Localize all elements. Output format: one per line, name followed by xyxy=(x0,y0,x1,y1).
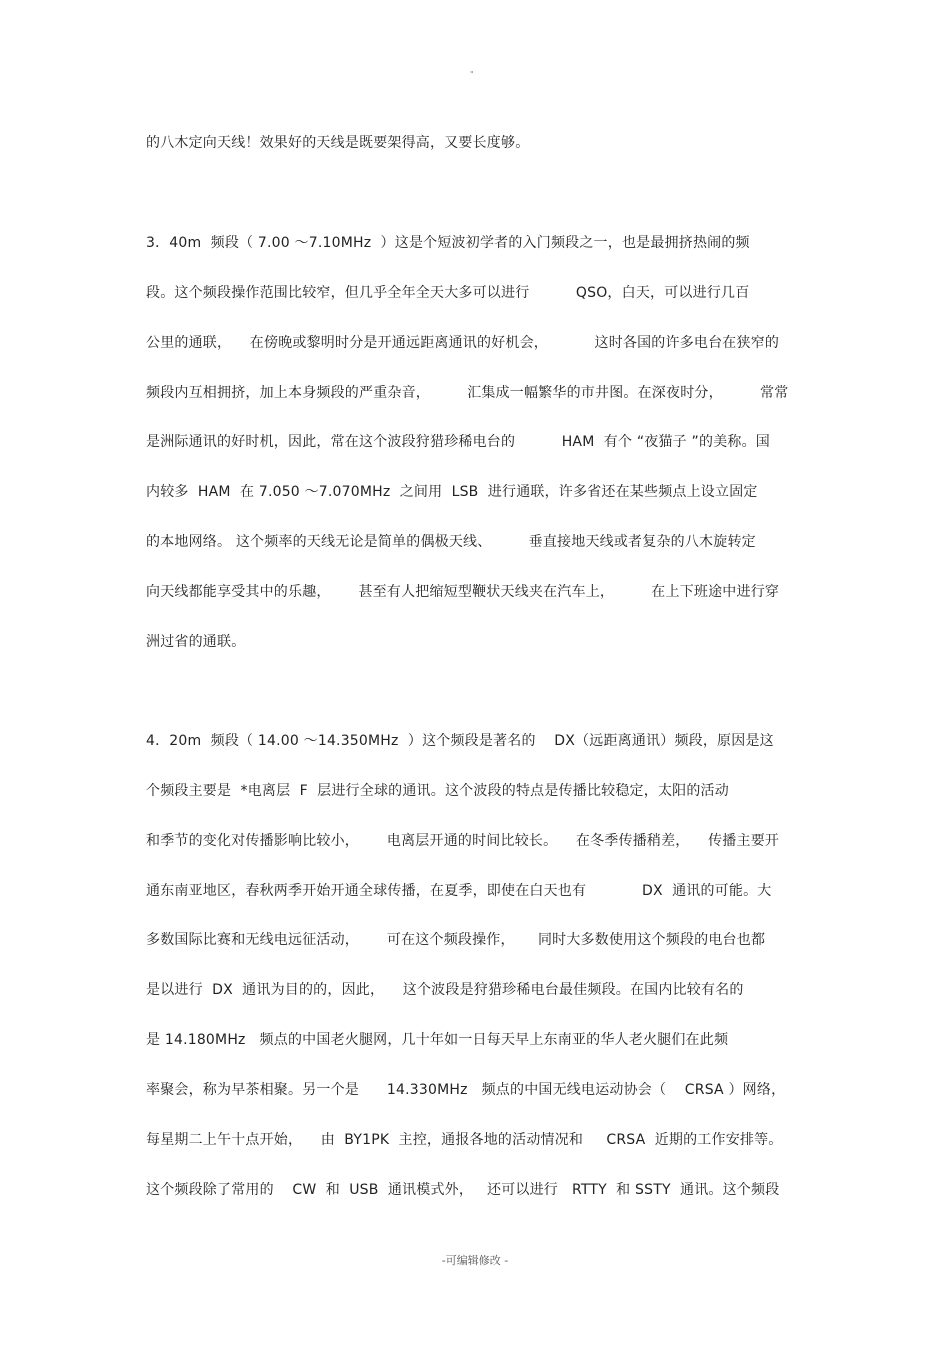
text-line: 频段内互相拥挤，加上本身频段的严重杂音， 汇集成一幅繁华的市井图。在深夜时分， 常常 xyxy=(146,385,789,401)
text-line: 和季节的变化对传播影响比较小， 电离层开通的时间比较长。 在冬季传播稍差， 传播主要开 xyxy=(146,833,780,849)
text-line: 率聚会，称为早茶相聚。另一个是 14.330MHz 频点的中国无线电运动协会（ CRSA ）网络， xyxy=(146,1082,786,1098)
text-line: 内较多 HAM 在 7.050 ～7.070MHz 之间用 LSB 进行通联，许多省还在某些频点上设立固定 xyxy=(146,484,758,500)
text-line: 是洲际通讯的好时机，因此，常在这个波段狩猎珍稀电台的 HAM 有个 “夜猫子 ”的美称。国 xyxy=(146,434,770,450)
text-line: 的本地网络。 这个频率的天线无论是简单的偶极天线、 垂直接地天线或者复杂的八木旋转定 xyxy=(146,534,756,550)
text-line: 是以进行 DX 通讯为目的的，因此， 这个波段是狩猎珍稀电台最佳频段。在国内比较有名的 xyxy=(146,982,744,998)
text-line: 向天线都能享受其中的乐趣， 甚至有人把缩短型鞭状天线夹在汽车上， 在上下班途中进行穿 xyxy=(146,584,780,600)
page-footer: -可编辑修改 - xyxy=(441,1254,509,1267)
text-line: 个频段主要是 *电离层 F 层进行全球的通讯。这个波段的特点是传播比较稳定，太阳的活动 xyxy=(146,783,729,799)
text-line: 洲过省的通联。 xyxy=(146,634,246,650)
text-line: 是 14.180MHz 频点的中国老火腿网，几十年如一日每天早上东南亚的华人老火腿们在此频 xyxy=(146,1032,729,1048)
text-line: 3．40m 频段（ 7.00 ～7.10MHz ）这是个短波初学者的入门频段之一，也是最拥挤热闹的频 xyxy=(146,235,750,251)
text-line: 段。这个频段操作范围比较窄，但几乎全年全天大多可以进行 QSO，白天，可以进行几百 xyxy=(146,285,750,301)
text-line: 的八木定向天线！效果好的天线是既要架得高，又要长度够。 xyxy=(146,135,530,151)
text-line: 4．20m 频段（ 14.00 ～14.350MHz ）这个频段是著名的 DX（远距离通讯）频段，原因是这 xyxy=(146,733,774,749)
text-line: 这个频段除了常用的 CW 和 USB 通讯模式外， 还可以进行 RTTY 和 SSTY 通讯。这个频段 xyxy=(146,1182,780,1198)
text-line: 每星期二上午十点开始， 由 BY1PK 主控，通报各地的活动情况和 CRSA 近期的工作安排等。 xyxy=(146,1132,783,1148)
text-line: 多数国际比赛和无线电远征活动， 可在这个频段操作， 同时大多数使用这个频段的电台也都 xyxy=(146,932,766,948)
header-mark: " xyxy=(470,70,474,79)
text-line: 公里的通联， 在傍晚或黎明时分是开通远距离通讯的好机会， 这时各国的许多电台在狭窄的 xyxy=(146,335,780,351)
text-line: 通东南亚地区，春秋两季开始开通全球传播，在夏季，即使在白天也有 DX 通讯的可能。大 xyxy=(146,883,772,899)
